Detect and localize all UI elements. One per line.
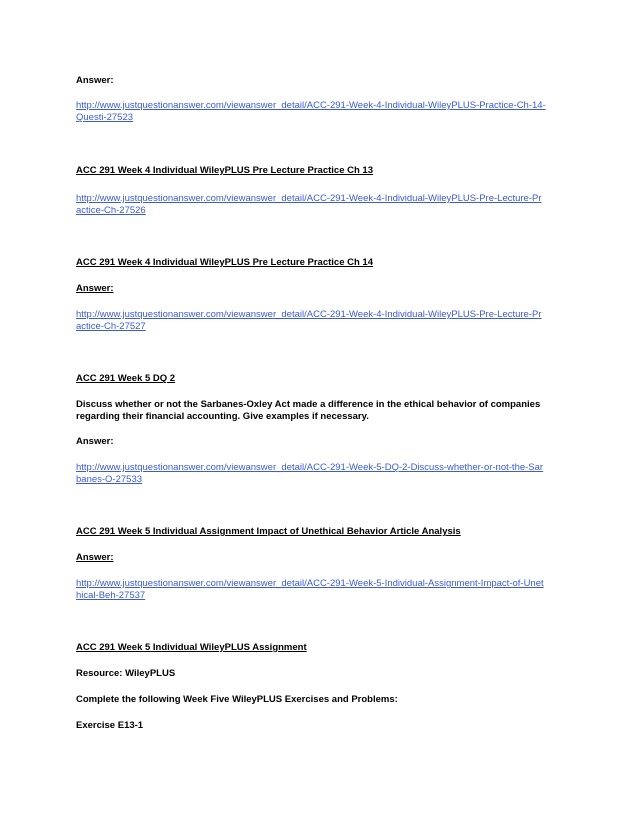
section-heading: ACC 291 Week 4 Individual WileyPLUS Pre Lecture Practice Ch 13 <box>76 165 373 176</box>
answer-label: Answer: <box>76 283 114 294</box>
answer-link[interactable]: http://www.justquestionanswer.com/viewanswer_detail/ACC-291-Week-5-Individual-Assignment-Impact-of-Unethical-Beh-27537 <box>76 578 544 601</box>
section-heading: ACC 291 Week 5 Individual Assignment Impact of Unethical Behavior Article Analysis <box>76 526 461 537</box>
section-heading: ACC 291 Week 5 DQ 2 <box>76 373 176 384</box>
question-text: Discuss whether or not the Sarbanes-Oxley Act made a difference in the ethical behavior of companies regarding their financial accounting. Give examples if necessary. <box>76 399 541 422</box>
answer-link[interactable]: http://www.justquestionanswer.com/viewanswer_detail/ACC-291-Week-4-Individual-WileyPLUS-Pre-Lecture-Practice-Ch-27527 <box>76 309 542 332</box>
answer-link[interactable]: http://www.justquestionanswer.com/viewanswer_detail/ACC-291-Week-4-Individual-WileyPLUS-Practice-Ch-14-Questi-27523 <box>76 100 546 123</box>
exercise-text: Exercise E13-1 <box>76 720 144 731</box>
answer-link[interactable]: http://www.justquestionanswer.com/viewanswer_detail/ACC-291-Week-5-DQ-2-Discuss-whether-or-not-the-Sarbanes-O-27533 <box>76 462 544 485</box>
answer-label: Answer: <box>76 75 114 86</box>
section-heading: ACC 291 Week 4 Individual WileyPLUS Pre Lecture Practice Ch 14 <box>76 257 373 268</box>
answer-label: Answer: <box>76 552 114 563</box>
instruction-text: Complete the following Week Five WileyPLUS Exercises and Problems: <box>76 694 398 705</box>
resource-text: Resource: WileyPLUS <box>76 668 176 679</box>
answer-label: Answer: <box>76 436 114 447</box>
section-heading: ACC 291 Week 5 Individual WileyPLUS Assignment <box>76 642 307 653</box>
answer-link[interactable]: http://www.justquestionanswer.com/viewanswer_detail/ACC-291-Week-4-Individual-WileyPLUS-Pre-Lecture-Practice-Ch-27526 <box>76 193 542 216</box>
